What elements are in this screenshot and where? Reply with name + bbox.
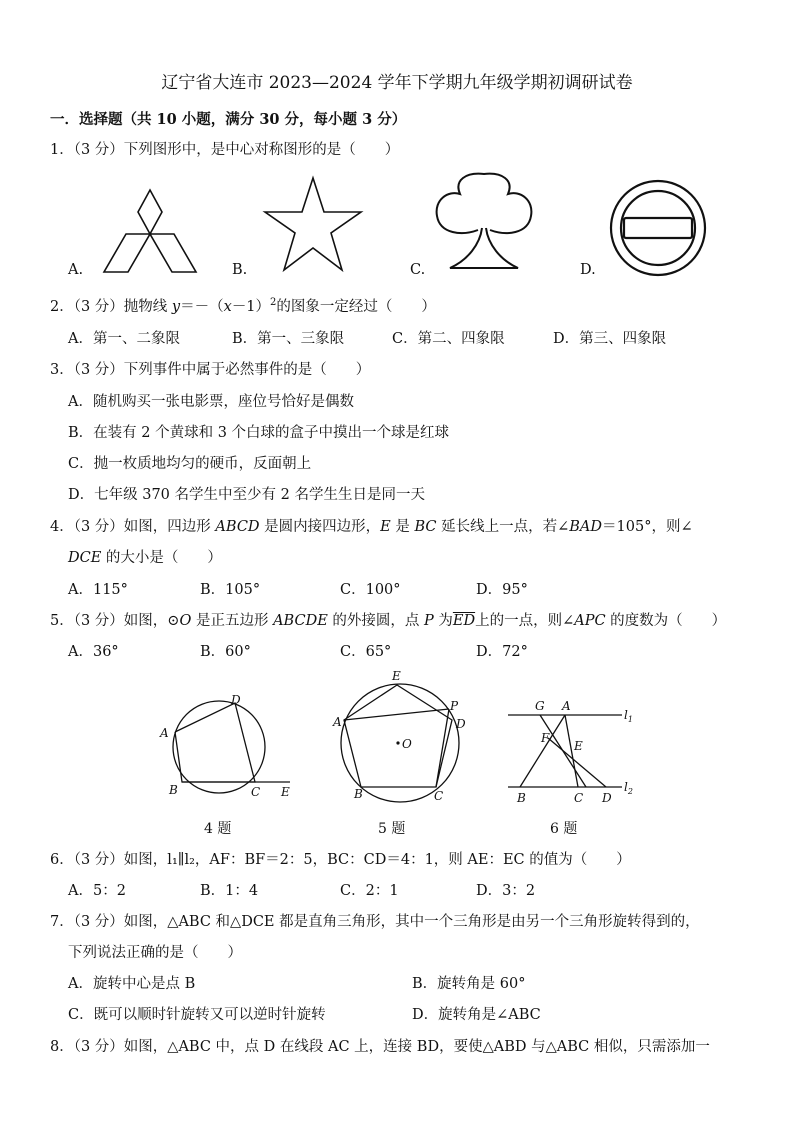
q2-option-d: D．第三、四象限 <box>553 331 667 347</box>
question-7-stem-line1: 7．（3 分）如图，△ABC 和△DCE 都是直角三角形，其中一个三角形是由另一个三角形旋转得到的， <box>50 914 700 930</box>
q4-option-c: C．100° <box>340 582 401 598</box>
figure-6-parallel-lines <box>500 690 650 815</box>
svg-text:C: C <box>574 791 584 805</box>
five-pointed-star-icon <box>262 176 364 274</box>
q2-option-b: B．第一、三象限 <box>232 331 345 347</box>
q1-option-a-label: A. <box>68 262 84 278</box>
q1-option-d-label: D. <box>580 262 596 278</box>
question-2-stem: 2．（3 分）抛物线 $y=-(x-1)^2$的图象一定经过（ ） <box>50 297 436 315</box>
question-1-stem: 1．（3 分）下列图形中，是中心对称图形的是（ ） <box>50 142 400 158</box>
svg-text:E: E <box>392 669 401 683</box>
figure-4-cyclic-quadrilateral <box>155 690 305 815</box>
svg-text:C: C <box>434 789 444 803</box>
q4-option-a: A．115° <box>68 582 128 598</box>
q2-option-a: A．第一、二象限 <box>68 331 180 347</box>
question-4-stem-line2: DCE 的大小是（ ） <box>68 550 222 566</box>
q6-option-a: A．5：2 <box>68 883 126 899</box>
q3-option-b: B．在装有 2 个黄球和 3 个白球的盒子中摸出一个球是红球 <box>68 425 450 441</box>
q1-option-c-label: C. <box>410 262 426 278</box>
svg-text:P: P <box>450 699 459 713</box>
svg-text:G: G <box>535 699 545 713</box>
svg-text:A: A <box>333 715 342 729</box>
q7-option-b: B．旋转角是 60° <box>412 976 526 992</box>
club-icon <box>432 172 536 274</box>
svg-text:E: E <box>281 785 290 799</box>
q7-option-a: A．旋转中心是点 B <box>68 976 196 992</box>
svg-text:O: O <box>402 737 412 751</box>
q1-option-b-label: B. <box>232 262 248 278</box>
q2-option-c: C．第二、四象限 <box>392 331 505 347</box>
q7-option-d: D．旋转角是∠ABC <box>412 1007 541 1023</box>
question-7-stem-line2: 下列说法正确的是（ ） <box>68 945 242 961</box>
question-6-stem: 6．（3 分）如图，l₁∥l₂，AF：BF＝2：5，BC：CD＝4：1，则 AE：EC 的值为（ ） <box>50 852 631 868</box>
q6-option-b: B．1：4 <box>200 883 259 899</box>
q5-option-b: B．60° <box>200 644 251 660</box>
three-rhombus-logo-icon <box>100 188 200 278</box>
question-3-stem: 3．（3 分）下列事件中属于必然事件的是（ ） <box>50 362 371 378</box>
page-title: 辽宁省大连市 2023—2024 学年下学期九年级学期初调研试卷 <box>161 73 633 93</box>
figure-4-caption: 4 题 <box>204 821 232 837</box>
svg-text:D: D <box>602 791 612 805</box>
svg-text:D: D <box>456 717 466 731</box>
question-4-stem-line1: 4．（3 分）如图，四边形 ABCD 是圆内接四边形，E 是 BC 延长线上一点，若∠BAD＝105°，则∠ <box>50 519 693 535</box>
svg-text:B: B <box>517 791 526 805</box>
section-heading: 一．选择题（共 10 小题，满分 30 分，每小题 3 分） <box>50 111 407 128</box>
svg-text:l1: $l_1$ <box>624 708 633 724</box>
svg-text:D: D <box>231 693 241 707</box>
svg-text:A: A <box>160 726 169 740</box>
q3-option-c: C．抛一枚质地均匀的硬币，反面朝上 <box>68 456 312 472</box>
q6-option-c: C．2：1 <box>340 883 399 899</box>
svg-text:B: B <box>169 783 178 797</box>
q7-option-c: C．既可以顺时针旋转又可以逆时针旋转 <box>68 1007 326 1023</box>
svg-text:F: F <box>541 731 550 745</box>
q3-option-d: D．七年级 370 名学生中至少有 2 名学生生日是同一天 <box>68 487 425 503</box>
svg-text:B: B <box>354 787 363 801</box>
question-8-stem-line1: 8．（3 分）如图，△ABC 中，点 D 在线段 AC 上，连接 BD，要使△ABD 与△ABC 相似，只需添加一 <box>50 1039 710 1055</box>
figure-5-pentagon-circle <box>330 668 470 808</box>
svg-text:l2: $l_2$ <box>624 780 633 796</box>
figure-6-caption: 6 题 <box>550 821 578 837</box>
q4-option-b: B．105° <box>200 582 261 598</box>
svg-text:A: A <box>562 699 571 713</box>
q5-option-a: A．36° <box>68 644 119 660</box>
q6-option-d: D．3：2 <box>476 883 536 899</box>
question-5-stem: 5．（3 分）如图，⊙O 是正五边形 ABCDE 的外接圆，点 P 为$\overline{ED}$上的一点，则∠APC 的度数为（ ） <box>50 613 727 629</box>
figure-5-caption: 5 题 <box>378 821 406 837</box>
q5-option-d: D．72° <box>476 644 528 660</box>
q5-option-c: C．65° <box>340 644 392 660</box>
q4-option-d: D．95° <box>476 582 528 598</box>
circle-with-bar-icon <box>608 178 708 278</box>
svg-text:E: E <box>574 739 583 753</box>
q3-option-a: A．随机购买一张电影票，座位号恰好是偶数 <box>68 394 354 410</box>
svg-text:C: C <box>251 785 261 799</box>
